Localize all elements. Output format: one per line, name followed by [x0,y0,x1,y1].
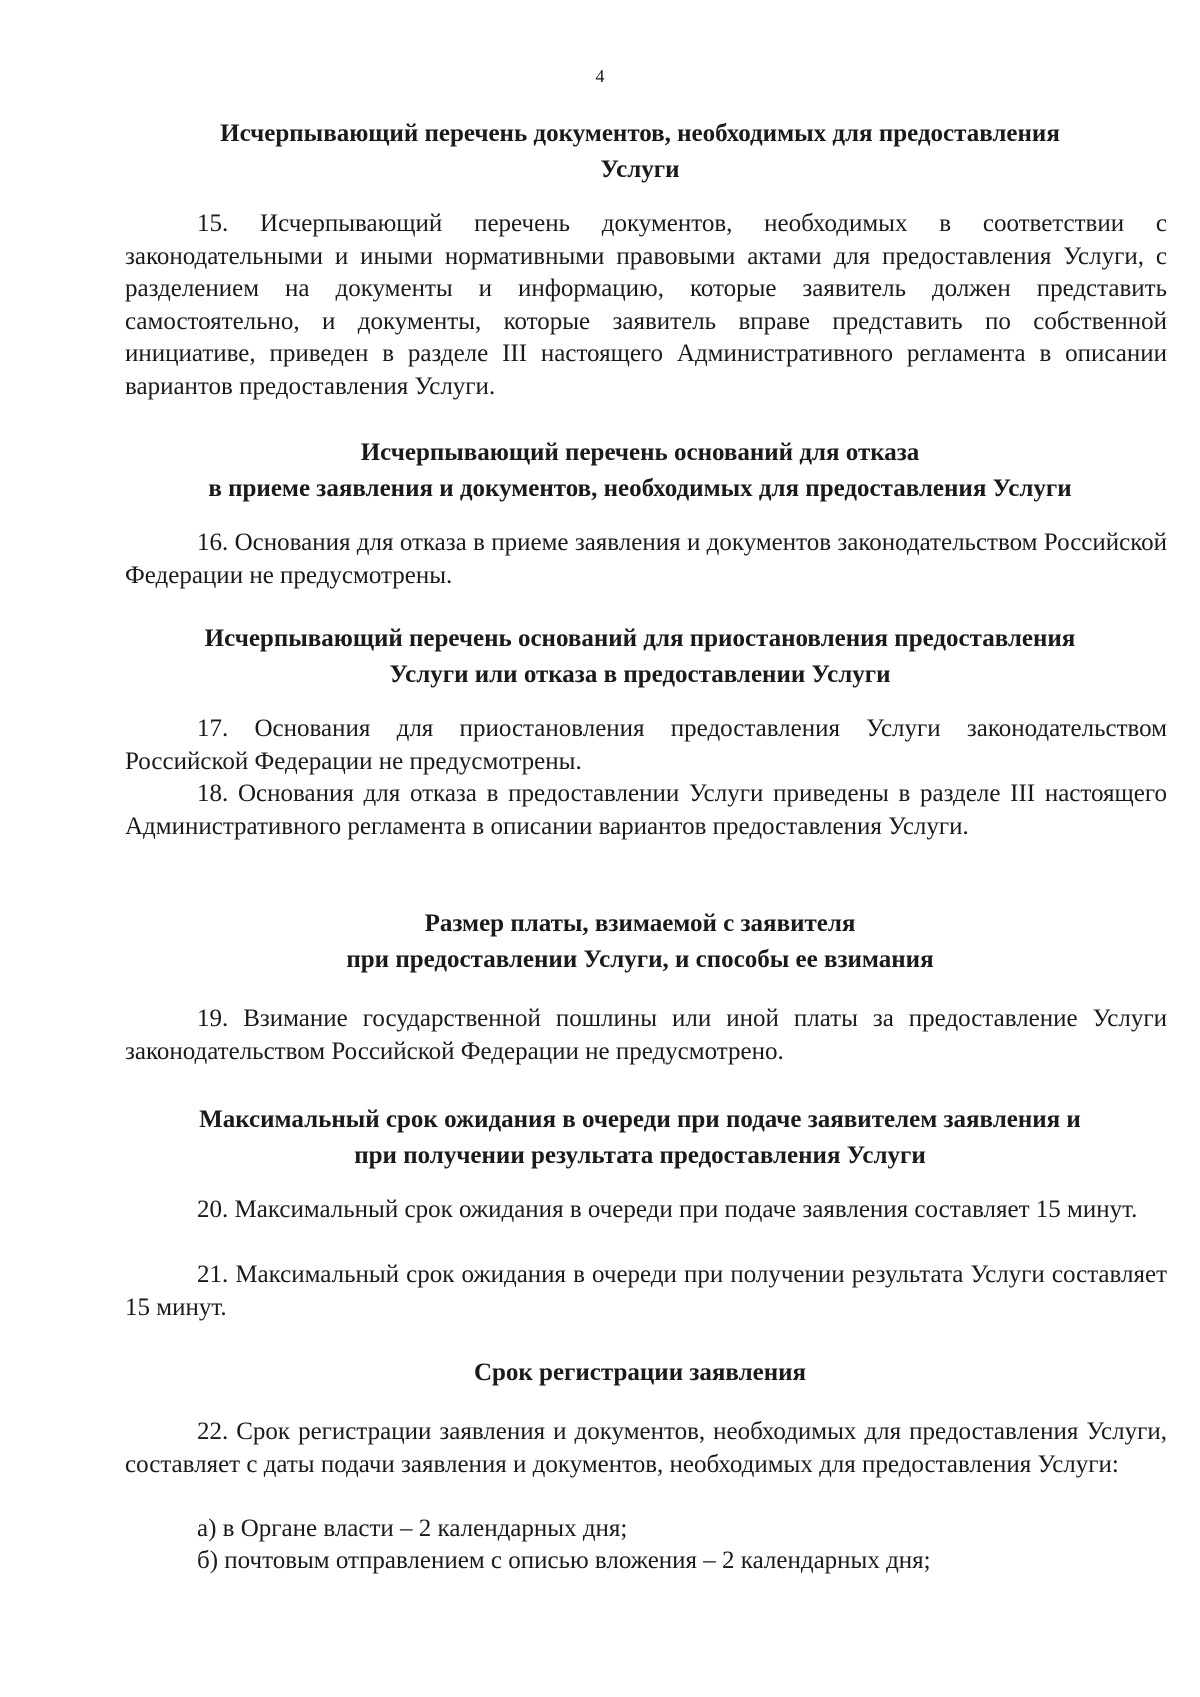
section-heading-registration [110,1355,1170,1391]
paragraph-16: 16. Основания для отказа в приеме заявления и документов законодательством Российской Федерации не предусмотрены. [125,529,1167,589]
paragraph-20: 20. Максимальный срок ожидания в очереди при подаче заявления составляет 15 минут. [197,1196,1138,1223]
heading-line: в приеме заявления и документов, необходимых для предоставления Услуги [208,475,1072,502]
paragraph-21: 21. Максимальный срок ожидания в очереди при получении результата Услуги составляет 15 минут. [125,1261,1167,1321]
paragraph-15: 15. Исчерпывающий перечень документов, необходимых в соответствии с законодательными и иными нормативными правовыми актами для предоставления Услуги, с разделением на документы и информацию, которые заявитель должен представить самостоятельно, и документы, которые заявитель вправе представить по собственной инициативе, приведен в разделе III настоящего Административного регламента в описании вариантов предоставления Услуги. [125,210,1167,400]
paragraph-17: 17. Основания для приостановления предоставления Услуги законодательством Российской Федерации не предусмотрены. [125,715,1167,775]
heading-line: Размер платы, взимаемой с заявителя [424,910,856,937]
heading-line: Услуги или отказа в предоставлении Услуги [389,661,891,688]
paragraph-19: 19. Взимание государственной пошлины или иной платы за предоставление Услуги законодательством Российской Федерации не предусмотрено. [125,1005,1167,1065]
section-heading-refusal-reception [110,435,1170,507]
heading-line: при предоставлении Услуги, и способы ее взимания [346,946,934,973]
heading-line: Исчерпывающий перечень документов, необходимых для предоставления [220,120,1060,147]
heading-line: Исчерпывающий перечень оснований для приостановления предоставления [204,625,1076,652]
section-heading-fee [110,906,1170,978]
section-heading-queue [110,1102,1170,1174]
section-heading-suspension [110,621,1170,693]
list-item: а) в Органе власти – 2 календарных дня; [197,1515,628,1542]
heading-line: Услуги [600,156,680,183]
page-number: 4 [595,66,605,86]
heading-line: Исчерпывающий перечень оснований для отказа [360,439,920,466]
section-heading-documents [110,116,1170,188]
paragraph-18: 18. Основания для отказа в предоставлении Услуги приведены в разделе III настоящего Административного регламента в описании вариантов предоставления Услуги. [125,780,1167,840]
heading-line: Максимальный срок ожидания в очереди при подаче заявителем заявления и [199,1106,1081,1133]
heading-line: Срок регистрации заявления [473,1359,807,1386]
paragraph-22: 22. Срок регистрации заявления и документов, необходимых для предоставления Услуги, составляет с даты подачи заявления и документов, необходимых для предоставления Услуги: [125,1418,1167,1478]
heading-line: при получении результата предоставления Услуги [354,1142,926,1169]
list-item: б) почтовым отправлением с описью вложения – 2 календарных дня; [197,1547,931,1574]
